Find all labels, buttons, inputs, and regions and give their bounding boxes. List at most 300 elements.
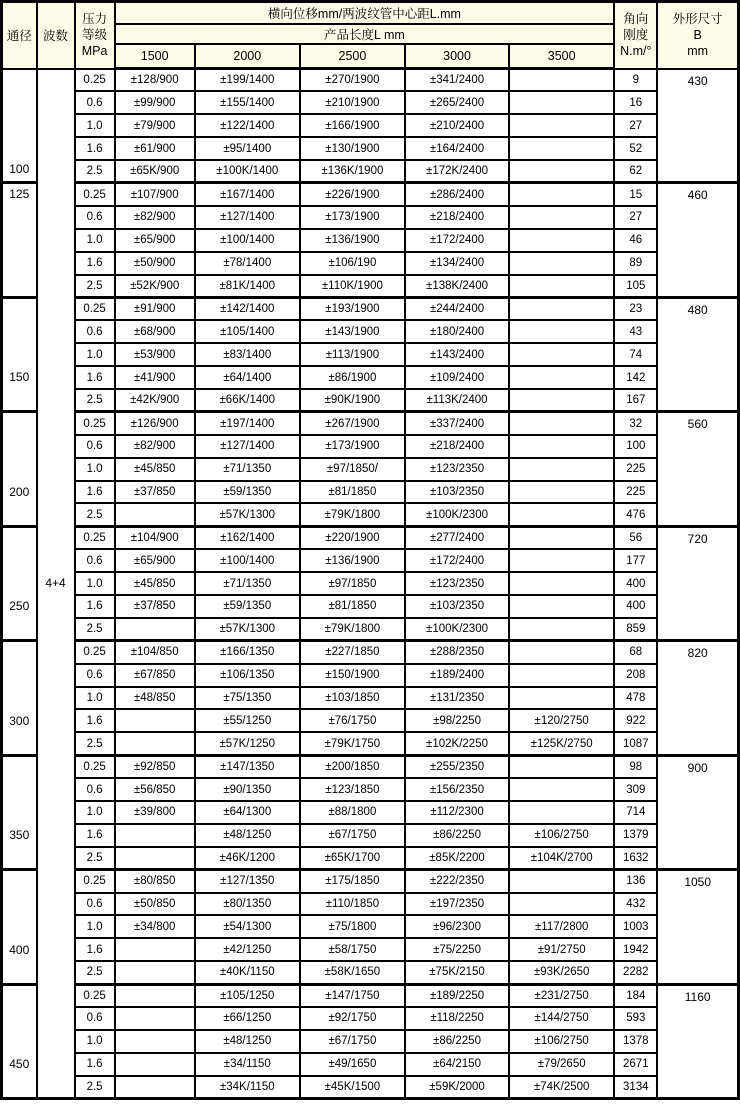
- header-length-3000: 3000: [405, 44, 509, 69]
- stiffness-cell: 1379: [614, 824, 657, 847]
- table-row: [2, 275, 739, 298]
- pressure-cell: 1.6: [75, 938, 115, 961]
- table-row: [2, 732, 739, 755]
- table-row: [2, 549, 739, 572]
- displacement-cell: ±193/1900: [300, 297, 405, 320]
- displacement-cell: ±265/2400: [405, 91, 509, 114]
- displacement-cell: ±78/1400: [195, 252, 300, 275]
- displacement-cell: [115, 709, 195, 732]
- displacement-cell: ±48/1250: [195, 824, 300, 847]
- displacement-cell: [509, 618, 614, 641]
- displacement-cell: ±136/1900: [300, 549, 405, 572]
- displacement-cell: ±46K/1200: [195, 847, 300, 870]
- displacement-cell: [509, 572, 614, 595]
- table-row: [2, 961, 739, 984]
- stiffness-cell: 16: [614, 91, 657, 114]
- stiffness-cell: 98: [614, 755, 657, 778]
- displacement-cell: ±142/1400: [195, 297, 300, 320]
- table-row: [2, 435, 739, 458]
- displacement-cell: ±57K/1300: [195, 618, 300, 641]
- pressure-cell: 0.25: [75, 69, 115, 92]
- displacement-cell: ±86/2250: [405, 1030, 509, 1053]
- dimension-cell: 430: [657, 69, 738, 183]
- stiffness-cell: 922: [614, 709, 657, 732]
- pressure-cell: 2.5: [75, 389, 115, 412]
- displacement-cell: ±175/1850: [300, 870, 405, 893]
- pressure-cell: 0.25: [75, 297, 115, 320]
- displacement-cell: ±64/1300: [195, 801, 300, 824]
- displacement-cell: ±104/850: [115, 641, 195, 664]
- displacement-cell: ±48/1250: [195, 1030, 300, 1053]
- stiffness-cell: 184: [614, 984, 657, 1007]
- header-pressure-line1: 压力: [82, 12, 108, 27]
- displacement-cell: ±138K/2400: [405, 275, 509, 298]
- displacement-cell: ±91/900: [115, 297, 195, 320]
- displacement-cell: ±220/1900: [300, 526, 405, 549]
- displacement-cell: ±57K/1250: [195, 732, 300, 755]
- displacement-cell: ±97/1850/: [300, 458, 405, 481]
- table-row: [2, 1030, 739, 1053]
- table-row: [2, 595, 739, 618]
- header-pressure-line3: MPa: [81, 44, 108, 59]
- displacement-cell: ±75/1800: [300, 915, 405, 938]
- pressure-cell: 0.25: [75, 641, 115, 664]
- displacement-cell: ±103/1850: [300, 687, 405, 710]
- displacement-cell: ±59/1350: [195, 595, 300, 618]
- displacement-cell: ±42K/900: [115, 389, 195, 412]
- displacement-cell: ±56/850: [115, 778, 195, 801]
- displacement-cell: [115, 1076, 195, 1099]
- displacement-cell: [509, 320, 614, 343]
- table-row: [2, 320, 739, 343]
- table-row: [2, 69, 739, 92]
- displacement-cell: ±172K/2400: [405, 160, 509, 183]
- pressure-cell: 0.6: [75, 435, 115, 458]
- displacement-cell: ±110K/1900: [300, 275, 405, 298]
- displacement-cell: ±167/1400: [195, 183, 300, 206]
- stiffness-cell: 105: [614, 275, 657, 298]
- displacement-cell: [115, 961, 195, 984]
- pressure-cell: 0.25: [75, 870, 115, 893]
- displacement-cell: ±102K/2250: [405, 732, 509, 755]
- pressure-cell: 1.6: [75, 252, 115, 275]
- displacement-cell: [115, 503, 195, 526]
- dimension-cell: 1160: [657, 984, 738, 1098]
- displacement-cell: ±210/1900: [300, 91, 405, 114]
- displacement-cell: ±79/900: [115, 114, 195, 137]
- displacement-cell: ±122/1400: [195, 114, 300, 137]
- displacement-cell: ±67/1750: [300, 1030, 405, 1053]
- displacement-cell: ±65K/900: [115, 160, 195, 183]
- header-dimension: [657, 2, 738, 69]
- stiffness-cell: 136: [614, 870, 657, 893]
- table-row: [2, 687, 739, 710]
- stiffness-cell: 32: [614, 412, 657, 435]
- displacement-cell: [115, 1007, 195, 1030]
- pressure-cell: 2.5: [75, 160, 115, 183]
- displacement-cell: ±130/1900: [300, 137, 405, 160]
- table-row: [2, 137, 739, 160]
- diameter-cell: 200: [2, 412, 37, 526]
- pressure-cell: 0.6: [75, 549, 115, 572]
- displacement-cell: ±222/2350: [405, 870, 509, 893]
- displacement-cell: ±75/1350: [195, 687, 300, 710]
- displacement-cell: ±90/1350: [195, 778, 300, 801]
- table-row: [2, 709, 739, 732]
- stiffness-cell: 1003: [614, 915, 657, 938]
- stiffness-cell: 62: [614, 160, 657, 183]
- displacement-cell: ±109/2400: [405, 366, 509, 389]
- displacement-cell: [509, 801, 614, 824]
- displacement-cell: ±105/1400: [195, 320, 300, 343]
- pressure-cell: 1.6: [75, 824, 115, 847]
- pressure-cell: 2.5: [75, 1076, 115, 1099]
- displacement-cell: ±34K/1150: [195, 1076, 300, 1099]
- displacement-cell: ±117/2800: [509, 915, 614, 938]
- displacement-cell: ±65K/1700: [300, 847, 405, 870]
- stiffness-cell: 167: [614, 389, 657, 412]
- header-length-3500: 3500: [509, 44, 614, 69]
- diameter-cell: 125: [2, 183, 37, 297]
- displacement-cell: [509, 503, 614, 526]
- diameter-cell: 150: [2, 297, 37, 411]
- pressure-cell: 1.0: [75, 687, 115, 710]
- displacement-cell: [509, 343, 614, 366]
- stiffness-cell: 714: [614, 801, 657, 824]
- pressure-cell: 2.5: [75, 503, 115, 526]
- displacement-cell: ±37/850: [115, 481, 195, 504]
- stiffness-cell: 74: [614, 343, 657, 366]
- displacement-cell: ±173/1900: [300, 206, 405, 229]
- displacement-cell: [509, 252, 614, 275]
- header-displacement-title: 横向位移mm/两波纹管中心距L.mm: [115, 2, 615, 24]
- displacement-cell: ±86/2250: [405, 824, 509, 847]
- header-length-2500: 2500: [300, 44, 405, 69]
- displacement-cell: ±100/1400: [195, 229, 300, 252]
- displacement-cell: ±166/1900: [300, 114, 405, 137]
- displacement-cell: ±90K/1900: [300, 389, 405, 412]
- stiffness-cell: 89: [614, 252, 657, 275]
- displacement-cell: ±97/1850: [300, 572, 405, 595]
- displacement-cell: ±66/1250: [195, 1007, 300, 1030]
- pressure-cell: 0.6: [75, 664, 115, 687]
- pressure-cell: 0.25: [75, 755, 115, 778]
- displacement-cell: ±59K/2000: [405, 1076, 509, 1099]
- stiffness-cell: 309: [614, 778, 657, 801]
- displacement-cell: ±144/2750: [509, 1007, 614, 1030]
- displacement-cell: [509, 206, 614, 229]
- displacement-cell: ±100K/2300: [405, 503, 509, 526]
- displacement-cell: ±103/2350: [405, 481, 509, 504]
- displacement-cell: ±93K/2650: [509, 961, 614, 984]
- displacement-cell: ±126/900: [115, 412, 195, 435]
- waves-cell: 4+4: [37, 69, 75, 1099]
- table-row: [2, 847, 739, 870]
- displacement-cell: ±127/1400: [195, 206, 300, 229]
- displacement-cell: [509, 526, 614, 549]
- table-row: [2, 984, 739, 1007]
- stiffness-cell: 2671: [614, 1053, 657, 1076]
- displacement-cell: ±106/1350: [195, 664, 300, 687]
- header-length-title: 产品长度L mm: [115, 24, 615, 44]
- displacement-cell: ±197/1400: [195, 412, 300, 435]
- displacement-cell: ±76/1750: [300, 709, 405, 732]
- displacement-cell: ±106/190: [300, 252, 405, 275]
- displacement-cell: ±39/800: [115, 801, 195, 824]
- header-dimension-line2: B: [693, 28, 702, 43]
- stiffness-cell: 100: [614, 435, 657, 458]
- displacement-cell: ±67/850: [115, 664, 195, 687]
- displacement-cell: [509, 458, 614, 481]
- pressure-cell: 0.6: [75, 1007, 115, 1030]
- displacement-cell: ±64/2150: [405, 1053, 509, 1076]
- displacement-cell: ±83/1400: [195, 343, 300, 366]
- displacement-cell: ±67/1750: [300, 824, 405, 847]
- displacement-cell: ±127/1400: [195, 435, 300, 458]
- displacement-cell: ±45/850: [115, 458, 195, 481]
- displacement-cell: ±189/2250: [405, 984, 509, 1007]
- table-row: [2, 160, 739, 183]
- displacement-cell: ±37/850: [115, 595, 195, 618]
- displacement-cell: ±79K/1800: [300, 618, 405, 641]
- displacement-cell: ±147/1350: [195, 755, 300, 778]
- stiffness-cell: 27: [614, 206, 657, 229]
- displacement-cell: ±75/2250: [405, 938, 509, 961]
- displacement-cell: [509, 297, 614, 320]
- displacement-cell: [509, 435, 614, 458]
- pressure-cell: 2.5: [75, 961, 115, 984]
- stiffness-cell: 593: [614, 1007, 657, 1030]
- displacement-cell: [509, 160, 614, 183]
- pressure-cell: 0.25: [75, 984, 115, 1007]
- displacement-cell: ±131/2350: [405, 687, 509, 710]
- table-row: [2, 755, 739, 778]
- displacement-cell: ±270/1900: [300, 69, 405, 92]
- pressure-cell: 1.0: [75, 801, 115, 824]
- displacement-cell: ±65/900: [115, 549, 195, 572]
- displacement-cell: ±197/2350: [405, 893, 509, 916]
- pressure-cell: 2.5: [75, 275, 115, 298]
- displacement-cell: [509, 687, 614, 710]
- displacement-cell: [115, 984, 195, 1007]
- displacement-cell: ±147/1750: [300, 984, 405, 1007]
- displacement-cell: ±59/1350: [195, 481, 300, 504]
- header-stiffness-line3: N.m/°: [620, 44, 652, 59]
- stiffness-cell: 3134: [614, 1076, 657, 1099]
- stiffness-cell: 859: [614, 618, 657, 641]
- displacement-cell: ±189/2400: [405, 664, 509, 687]
- header-waves: 波数: [37, 2, 75, 69]
- displacement-cell: ±66K/1400: [195, 389, 300, 412]
- displacement-cell: ±255/2350: [405, 755, 509, 778]
- displacement-cell: ±127/1350: [195, 870, 300, 893]
- displacement-cell: ±134/2400: [405, 252, 509, 275]
- displacement-cell: ±337/2400: [405, 412, 509, 435]
- displacement-cell: ±86/1900: [300, 366, 405, 389]
- table-row: [2, 893, 739, 916]
- diameter-cell: 100: [2, 69, 37, 183]
- displacement-cell: ±123/1850: [300, 778, 405, 801]
- displacement-cell: [115, 1030, 195, 1053]
- stiffness-cell: 9: [614, 69, 657, 92]
- displacement-cell: ±120/2750: [509, 709, 614, 732]
- pressure-cell: 1.6: [75, 709, 115, 732]
- stiffness-cell: 46: [614, 229, 657, 252]
- displacement-cell: ±136K/1900: [300, 160, 405, 183]
- displacement-cell: ±71/1350: [195, 572, 300, 595]
- stiffness-cell: 23: [614, 297, 657, 320]
- displacement-cell: ±50/900: [115, 252, 195, 275]
- displacement-cell: [509, 549, 614, 572]
- displacement-cell: ±75K/2150: [405, 961, 509, 984]
- displacement-cell: ±41/900: [115, 366, 195, 389]
- pressure-cell: 0.25: [75, 183, 115, 206]
- displacement-cell: ±210/2400: [405, 114, 509, 137]
- pressure-cell: 0.6: [75, 91, 115, 114]
- dimension-cell: 900: [657, 755, 738, 869]
- displacement-cell: ±143/1900: [300, 320, 405, 343]
- displacement-cell: ±123/2350: [405, 458, 509, 481]
- displacement-cell: ±80/1350: [195, 893, 300, 916]
- pressure-cell: 2.5: [75, 618, 115, 641]
- table-row: [2, 366, 739, 389]
- displacement-cell: ±244/2400: [405, 297, 509, 320]
- header-diameter: 通径: [2, 2, 37, 69]
- displacement-cell: ±58/1750: [300, 938, 405, 961]
- dimension-cell: 820: [657, 641, 738, 755]
- displacement-cell: [509, 412, 614, 435]
- displacement-cell: [115, 1053, 195, 1076]
- table-row: [2, 1007, 739, 1030]
- pressure-cell: 1.0: [75, 458, 115, 481]
- displacement-cell: ±172/2400: [405, 549, 509, 572]
- displacement-cell: ±64/1400: [195, 366, 300, 389]
- table-row: [2, 206, 739, 229]
- header-length-2000: 2000: [195, 44, 300, 69]
- displacement-cell: ±277/2400: [405, 526, 509, 549]
- pressure-cell: 1.0: [75, 114, 115, 137]
- table-row: [2, 229, 739, 252]
- stiffness-cell: 400: [614, 572, 657, 595]
- displacement-cell: [115, 732, 195, 755]
- displacement-cell: ±81/1850: [300, 481, 405, 504]
- displacement-cell: [115, 847, 195, 870]
- displacement-cell: ±200/1850: [300, 755, 405, 778]
- table-row: [2, 91, 739, 114]
- table-row: [2, 641, 739, 664]
- table-row: [2, 412, 739, 435]
- table-row: [2, 664, 739, 687]
- stiffness-cell: 1942: [614, 938, 657, 961]
- displacement-cell: ±103/2350: [405, 595, 509, 618]
- pressure-cell: 1.6: [75, 137, 115, 160]
- displacement-cell: [509, 137, 614, 160]
- table-row: [2, 778, 739, 801]
- pressure-cell: 0.6: [75, 320, 115, 343]
- stiffness-cell: 142: [614, 366, 657, 389]
- diameter-cell: 400: [2, 870, 37, 984]
- displacement-cell: ±113/1900: [300, 343, 405, 366]
- displacement-cell: ±52K/900: [115, 275, 195, 298]
- displacement-cell: ±34/800: [115, 915, 195, 938]
- displacement-cell: ±79K/1750: [300, 732, 405, 755]
- stiffness-cell: 56: [614, 526, 657, 549]
- displacement-cell: ±65/900: [115, 229, 195, 252]
- displacement-cell: ±180/2400: [405, 320, 509, 343]
- displacement-cell: ±341/2400: [405, 69, 509, 92]
- pressure-cell: 2.5: [75, 847, 115, 870]
- table-row: [2, 618, 739, 641]
- displacement-cell: ±155/1400: [195, 91, 300, 114]
- displacement-cell: ±92/1750: [300, 1007, 405, 1030]
- header-dimension-line3: mm: [687, 44, 709, 59]
- header-stiffness-line1: 角向: [623, 12, 649, 27]
- displacement-cell: [509, 755, 614, 778]
- displacement-cell: ±92/850: [115, 755, 195, 778]
- displacement-cell: [509, 893, 614, 916]
- displacement-cell: ±125K/2750: [509, 732, 614, 755]
- displacement-cell: [509, 389, 614, 412]
- header-pressure-line2: 等级: [82, 28, 108, 43]
- stiffness-cell: 68: [614, 641, 657, 664]
- displacement-cell: [509, 69, 614, 92]
- table-row: [2, 915, 739, 938]
- dimension-cell: 720: [657, 526, 738, 640]
- displacement-cell: ±55/1250: [195, 709, 300, 732]
- table-row: [2, 297, 739, 320]
- displacement-cell: ±79/2650: [509, 1053, 614, 1076]
- displacement-cell: [509, 870, 614, 893]
- displacement-cell: ±91/2750: [509, 938, 614, 961]
- displacement-cell: ±100K/2300: [405, 618, 509, 641]
- displacement-cell: [509, 641, 614, 664]
- table-row: [2, 824, 739, 847]
- table-row: [2, 114, 739, 137]
- dimension-cell: 480: [657, 297, 738, 411]
- displacement-cell: ±45K/1500: [300, 1076, 405, 1099]
- stiffness-cell: 400: [614, 595, 657, 618]
- pressure-cell: 0.25: [75, 412, 115, 435]
- displacement-cell: ±286/2400: [405, 183, 509, 206]
- displacement-cell: [115, 618, 195, 641]
- displacement-cell: ±226/1900: [300, 183, 405, 206]
- header-stiffness-line2: 刚度: [623, 28, 649, 43]
- pressure-cell: 1.0: [75, 343, 115, 366]
- displacement-cell: ±95/1400: [195, 137, 300, 160]
- displacement-cell: ±53/900: [115, 343, 195, 366]
- stiffness-cell: 208: [614, 664, 657, 687]
- displacement-cell: ±85K/2200: [405, 847, 509, 870]
- dimension-cell: 460: [657, 183, 738, 297]
- displacement-cell: [509, 366, 614, 389]
- stiffness-cell: 52: [614, 137, 657, 160]
- table-row: [2, 1053, 739, 1076]
- table-row: [2, 458, 739, 481]
- displacement-cell: ±45/850: [115, 572, 195, 595]
- pressure-cell: 2.5: [75, 732, 115, 755]
- displacement-cell: ±107/900: [115, 183, 195, 206]
- diameter-cell: 250: [2, 526, 37, 640]
- displacement-cell: ±96/2300: [405, 915, 509, 938]
- displacement-cell: ±57K/1300: [195, 503, 300, 526]
- displacement-cell: ±98/2250: [405, 709, 509, 732]
- pressure-cell: 0.6: [75, 206, 115, 229]
- displacement-cell: ±143/2400: [405, 343, 509, 366]
- table-row: [2, 801, 739, 824]
- table-row: [2, 343, 739, 366]
- displacement-cell: [115, 824, 195, 847]
- displacement-cell: ±80/850: [115, 870, 195, 893]
